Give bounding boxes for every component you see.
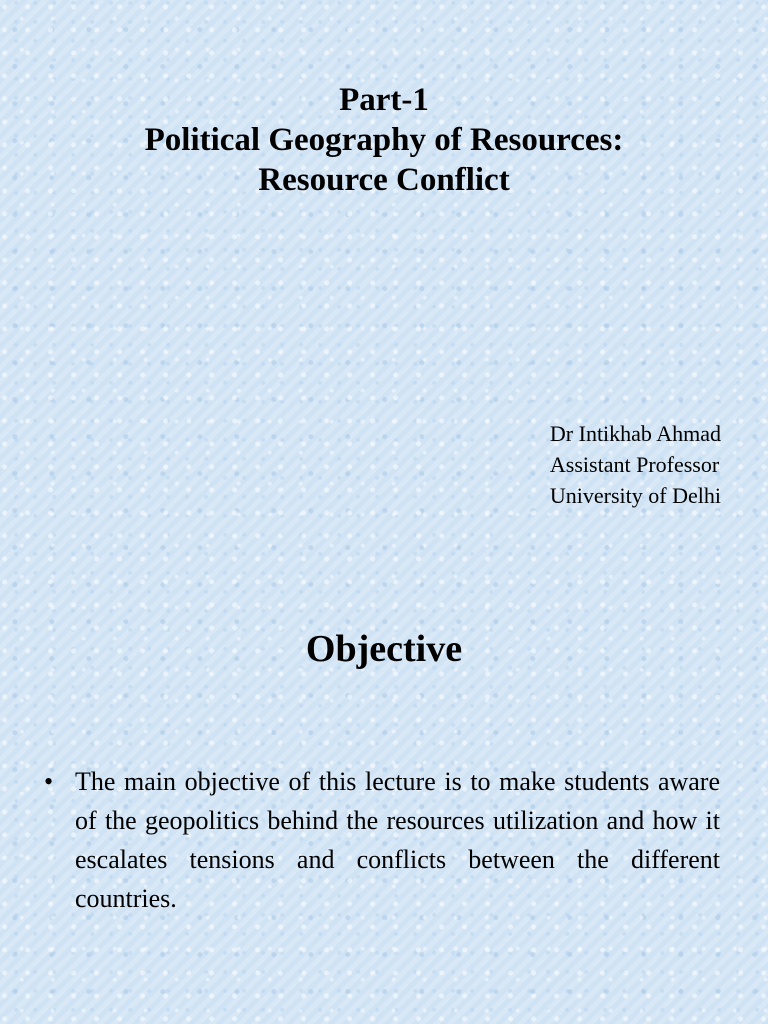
bullet-marker: • xyxy=(44,767,54,796)
title-subtitle-line: Resource Conflict xyxy=(258,162,510,198)
slide-title xyxy=(0,80,768,200)
author-position: Assistant Professor xyxy=(549,452,720,477)
objective-slide xyxy=(0,512,768,1024)
objective-heading: Objective xyxy=(305,628,463,670)
author-name: Dr Intikhab Ahmad xyxy=(549,421,721,446)
title-main-line: Political Geography of Resources: xyxy=(144,122,624,158)
author-info xyxy=(550,418,721,511)
title-part-label: Part-1 xyxy=(339,82,429,118)
objective-bullet-item xyxy=(44,762,720,918)
objective-bullet-text: The main objective of this lecture is to make students aware of the geopolitics behind the resources utilization and how it escalates tensions and conflicts between the different countries. xyxy=(75,767,720,913)
author-institution: University of Delhi xyxy=(549,483,721,508)
